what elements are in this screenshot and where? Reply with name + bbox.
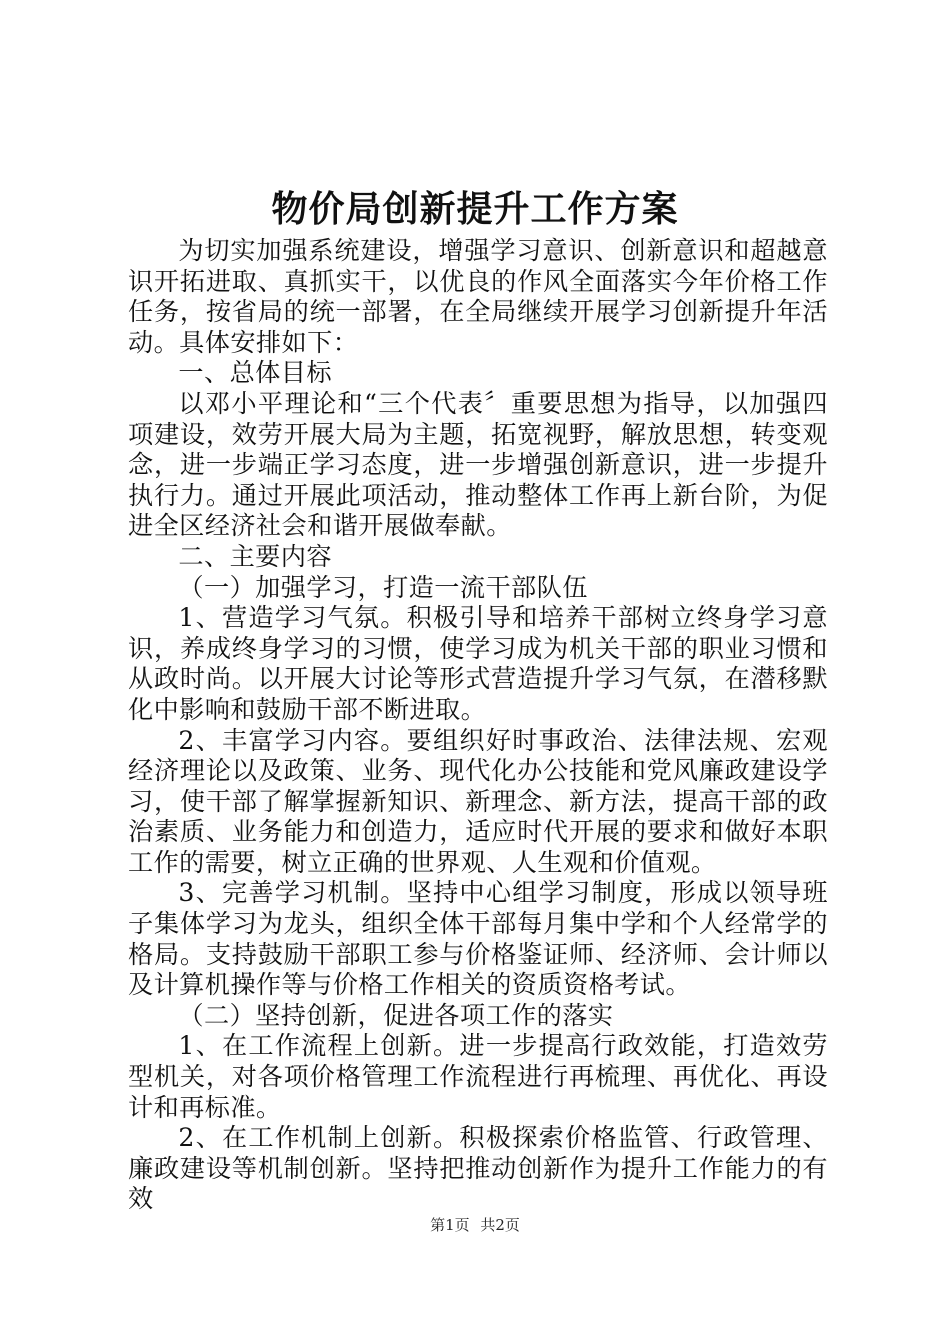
goal-paragraph: 以邓小平理论和“三个代表〞重要思想为指导，以加强四项建设，效劳开展大局为主题，拓宽视野，解放思想，转变观念，进一步端正学习态度，进一步增强创新意识，进一步提升执行力。通过开展此项活动，推动整体工作再上新台阶，为促进全区经济社会和谐开展做奉献。 bbox=[128, 388, 828, 541]
subsection-heading-innovation: （二）坚持创新，促进各项工作的落实 bbox=[178, 1000, 614, 1030]
page-total: 共2页 bbox=[480, 1216, 520, 1234]
innovation-item-1: 1、在工作流程上创新。进一步提高行政效能，打造效劳型机关，对各项价格管理工作流程进行再梳理、再优化、再设计和再标准。 bbox=[128, 1031, 828, 1122]
subsection-heading-study: （一）加强学习，打造一流干部队伍 bbox=[178, 572, 588, 602]
page-footer bbox=[0, 1214, 950, 1235]
document-title: 物价局创新提升工作方案 bbox=[271, 188, 679, 230]
innovation-item-2: 2、在工作机制上创新。积极探索价格监管、行政管理、廉政建设等机制创新。坚持把推动创新作为提升工作能力的有效 bbox=[128, 1123, 828, 1214]
intro-paragraph: 为切实加强系统建设，增强学习意识、创新意识和超越意识开拓进取、真抓实干，以优良的作风全面落实今年价格工作任务，按省局的统一部署，在全局继续开展学习创新提升年活动。具体安排如下： bbox=[128, 236, 828, 357]
document-body bbox=[128, 236, 828, 1215]
study-item-1: 1、营造学习气氛。积极引导和培养干部树立终身学习意识，养成终身学习的习惯，使学习成为机关干部的职业习惯和从政时尚。以开展大讨论等形式营造提升学习气氛，在潜移默化中影响和鼓励干部不断进取。 bbox=[128, 603, 828, 724]
section-heading-content: 二、主要内容 bbox=[178, 541, 332, 571]
section-heading-goal: 一、总体目标 bbox=[178, 358, 332, 388]
page-number: 第1页 bbox=[430, 1216, 470, 1234]
study-item-3: 3、完善学习机制。坚持中心组学习制度，形成以领导班子集体学习为龙头，组织全体干部每月集中学和个人经常学的格局。支持鼓励干部职工参与价格鉴证师、经济师、会计师以及计算机操作等与价格工作相关的资质资格考试。 bbox=[128, 878, 828, 1000]
study-item-2: 2、丰富学习内容。要组织好时事政治、法律法规、宏观经济理论以及政策、业务、现代化办公技能和党风廉政建设学习，使干部了解掌握新知识、新理念、新方法，提高干部的政治素质、业务能力和创造力，适应时代开展的要求和做好本职工作的需要，树立正确的世界观、人生观和价值观。 bbox=[128, 725, 828, 877]
